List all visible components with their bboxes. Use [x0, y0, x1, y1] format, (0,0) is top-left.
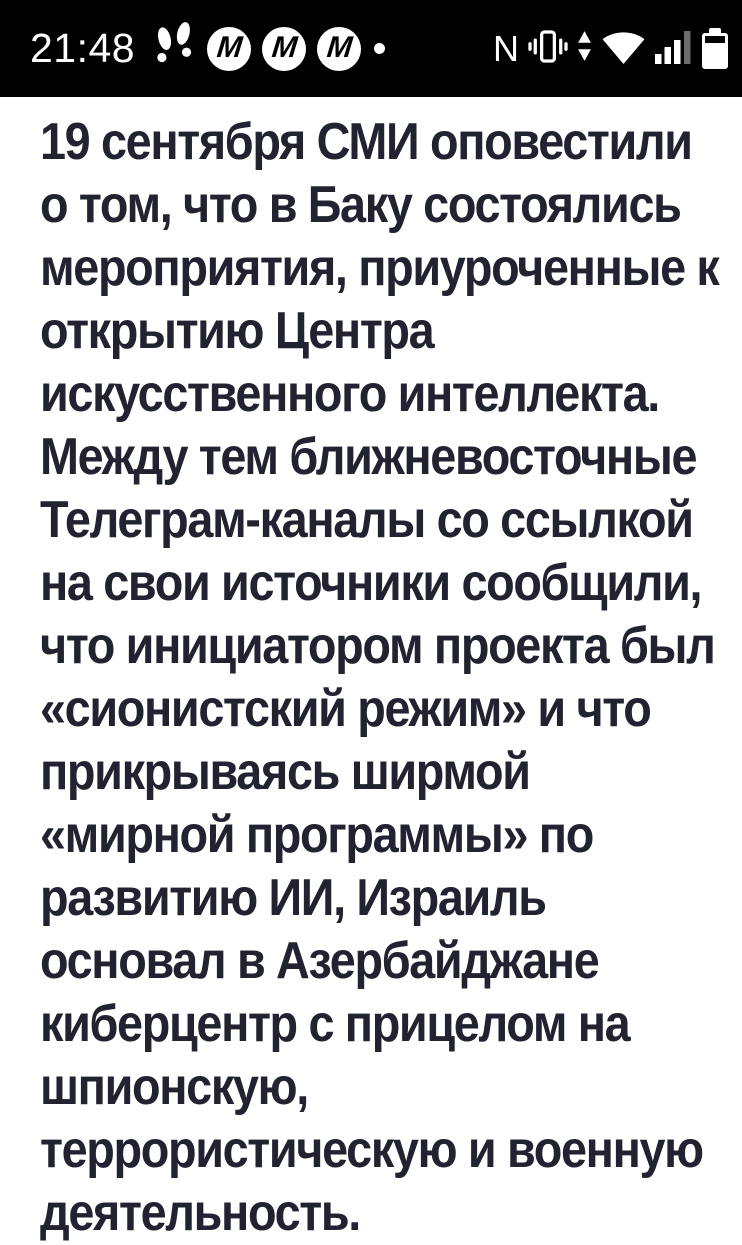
- text-line: прикрываясь ширмой: [40, 743, 530, 801]
- text-line: открытию Центра: [40, 302, 434, 360]
- battery-icon: [702, 28, 728, 69]
- text-line: развитию ИИ, Израиль: [40, 869, 546, 927]
- text-line: что инициатором проекта был: [40, 617, 715, 675]
- article-text: [40, 111, 719, 1245]
- text-line: деятельность.: [40, 1184, 360, 1242]
- m-badge-letter: M: [325, 30, 354, 64]
- wifi-icon: [601, 28, 646, 70]
- text-line: 19 сентября СМИ оповестили: [40, 113, 692, 171]
- text-line: о том, что в Баку состоялись: [40, 176, 681, 234]
- text-line: киберцентр с прицелом на: [40, 995, 630, 1053]
- text-line: террористическую и военную: [40, 1121, 703, 1179]
- messenger-notification-icon: [262, 27, 306, 71]
- nfc-icon: N: [493, 27, 519, 69]
- vibrate-icon: [528, 28, 568, 70]
- footprints-icon: [154, 24, 196, 73]
- text-line: «мирной программы» по: [40, 806, 593, 864]
- text-line: основал в Азербайджане: [40, 932, 599, 990]
- m-badge-letter: M: [215, 30, 244, 64]
- status-bar-left: [30, 24, 385, 73]
- text-line: «сионистский режим» и что: [40, 680, 651, 738]
- messenger-notification-icon: [317, 27, 361, 71]
- text-line: на свои источники сообщили,: [40, 554, 702, 612]
- data-traffic-arrows-icon: [577, 30, 592, 67]
- clock: 21:48: [30, 25, 136, 71]
- cell-signal-icon: [655, 28, 693, 69]
- text-line: Между тем ближневосточные: [40, 428, 697, 486]
- text-line: искусственного интеллекта.: [40, 365, 659, 423]
- text-line: Телеграм-каналы со ссылкой: [40, 491, 693, 549]
- text-line: мероприятия, приуроченные к: [40, 239, 719, 297]
- status-bar: [0, 0, 742, 97]
- messenger-notification-icon: [207, 27, 251, 71]
- message-image-content: [0, 97, 742, 1245]
- m-badge-letter: M: [270, 30, 299, 64]
- status-bar-right: [493, 28, 728, 70]
- more-notifications-dot: [374, 43, 385, 54]
- text-line: шпионскую,: [40, 1058, 308, 1116]
